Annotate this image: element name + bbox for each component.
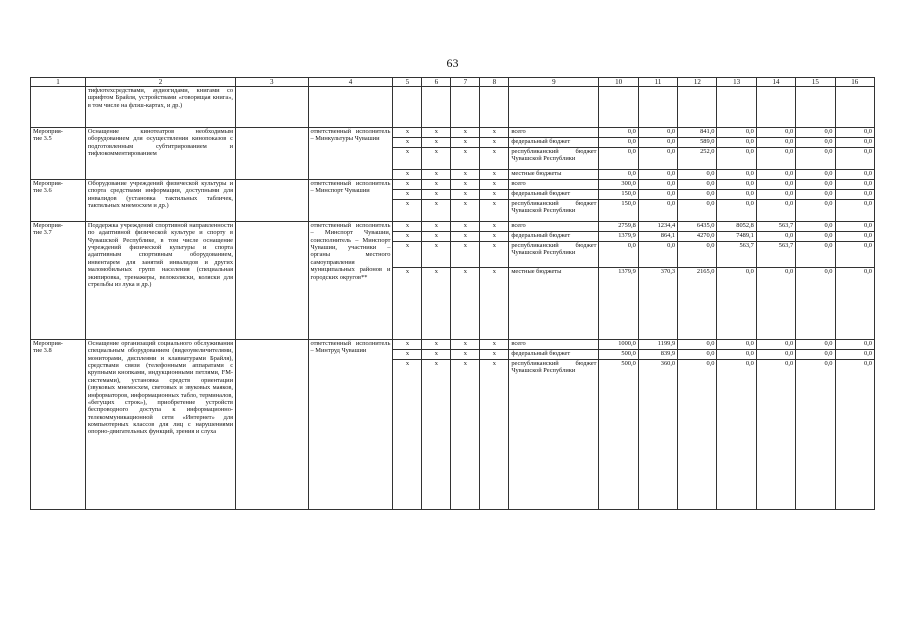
code-cell: x [480,128,509,138]
code-cell: x [393,138,422,148]
measure-executor: ответственный исполнитель – Минкультуры Чувашии [308,128,393,180]
code-cell: x [393,200,422,222]
amount-cell: 6435,0 [678,222,717,232]
amount-cell: 252,0 [678,148,717,170]
funding-source: всего [509,222,599,232]
measure-row-m35 [31,128,875,138]
amount-cell: 0,0 [796,170,835,180]
code-cell: x [393,190,422,200]
code-cell: x [393,268,422,340]
amount-cell: 0,0 [796,350,835,360]
amount-cell: 841,0 [678,128,717,138]
funding-source: федеральный бюджет [509,232,599,242]
amount-cell: 0,0 [756,170,795,180]
code-cell: x [480,180,509,190]
column-number-12: 12 [678,78,717,87]
empty-cell [236,128,308,180]
amount-cell: 0,0 [835,170,874,180]
column-number-3: 3 [236,78,308,87]
column-number-8: 8 [480,78,509,87]
amount-cell: 0,0 [678,200,717,222]
code-cell: x [480,200,509,222]
amount-cell: 150,0 [599,190,638,200]
code-cell: x [480,148,509,170]
code-cell: x [451,268,480,340]
column-number-1: 1 [31,78,86,87]
code-cell: x [393,340,422,350]
amount-cell: 8052,8 [717,222,756,232]
amount-cell: 2759,8 [599,222,638,232]
code-cell: x [393,180,422,190]
code-cell: x [422,138,451,148]
amount-cell: 1199,9 [638,340,677,350]
empty-cell [236,222,308,340]
amount-cell: 0,0 [717,128,756,138]
empty-cell [236,180,308,222]
amount-cell: 0,0 [717,200,756,222]
amount-cell: 0,0 [796,360,835,510]
amount-cell: 589,0 [678,138,717,148]
amount-cell: 0,0 [796,138,835,148]
measure-executor: ответственный исполнитель – Минспорт Чувашии [308,180,393,222]
amount-cell: 0,0 [835,232,874,242]
page-number: 63 [446,56,459,70]
amount-cell: 150,0 [599,200,638,222]
code-cell: x [451,340,480,350]
amount-cell: 0,0 [678,360,717,510]
amount-cell: 0,0 [835,128,874,138]
amount-cell: 370,3 [638,268,677,340]
amount-cell: 0,0 [678,170,717,180]
amount-cell: 0,0 [835,138,874,148]
amount-cell: 0,0 [717,350,756,360]
funding-source: федеральный бюджет [509,350,599,360]
code-cell: x [451,350,480,360]
amount-cell: 0,0 [638,138,677,148]
code-cell: x [480,242,509,268]
amount-cell: 0,0 [835,340,874,350]
code-cell: x [393,170,422,180]
code-cell: x [480,232,509,242]
amount-cell: 0,0 [756,340,795,350]
funding-source: республиканский бюджет Чувашской Республики [509,200,599,222]
amount-cell: 0,0 [835,268,874,340]
funding-source: всего [509,340,599,350]
code-cell: x [480,138,509,148]
amount-cell: 0,0 [599,170,638,180]
amount-cell: 0,0 [835,148,874,170]
amount-cell: 0,0 [756,360,795,510]
amount-cell: 4270,0 [678,232,717,242]
amount-cell: 0,0 [756,232,795,242]
funding-source: местные бюджеты [509,268,599,340]
amount-cell: 0,0 [756,350,795,360]
funding-source: местные бюджеты [509,170,599,180]
amount-cell: 0,0 [717,360,756,510]
continuation-text: тифлотехсредствами, аудиогидами, книгами со шрифтом Брайля, устройствами «говорящая книга», в том числе на флэш-картах, и др.) [85,87,235,128]
amount-cell: 1000,0 [599,340,638,350]
column-number-11: 11 [638,78,677,87]
code-cell: x [480,222,509,232]
amount-cell: 0,0 [599,138,638,148]
amount-cell: 0,0 [756,268,795,340]
code-cell: x [422,222,451,232]
code-cell: x [393,360,422,510]
amount-cell: 1234,4 [638,222,677,232]
column-number-2: 2 [85,78,235,87]
amount-cell: 0,0 [638,128,677,138]
code-cell: x [422,268,451,340]
amount-cell: 563,7 [717,242,756,268]
amount-cell: 0,0 [835,180,874,190]
amount-cell: 0,0 [638,170,677,180]
amount-cell: 1379,9 [599,232,638,242]
amount-cell: 0,0 [599,148,638,170]
code-cell: x [451,190,480,200]
amount-cell: 0,0 [717,138,756,148]
column-number-5: 5 [393,78,422,87]
amount-cell: 2165,0 [678,268,717,340]
column-number-6: 6 [422,78,451,87]
funding-source: всего [509,128,599,138]
code-cell: x [451,170,480,180]
code-cell: x [451,232,480,242]
empty-cell [236,340,308,510]
funding-source: республиканский бюджет Чувашской Республики [509,360,599,510]
code-cell: x [422,190,451,200]
code-cell: x [451,128,480,138]
amount-cell: 0,0 [796,180,835,190]
measure-label: Мероприя- тие 3.5 [31,128,86,180]
code-cell: x [451,148,480,170]
code-cell: x [393,222,422,232]
code-cell: x [422,350,451,360]
amount-cell: 839,9 [638,350,677,360]
amount-cell: 0,0 [835,242,874,268]
amount-cell: 563,7 [756,242,795,268]
measure-description: Оборудование учреждений физической культуры и спорта средствами информации, доступными для инвалидов (установка тактильных табличек, тактильных мнемосхем и др.) [85,180,235,222]
budget-table [30,77,875,510]
code-cell: x [480,190,509,200]
code-cell: x [480,268,509,340]
code-cell: x [451,180,480,190]
amount-cell: 0,0 [796,222,835,232]
measure-row-m37 [31,222,875,232]
code-cell: x [422,128,451,138]
measure-label: Мероприя- тие 3.6 [31,180,86,222]
amount-cell: 0,0 [638,242,677,268]
code-cell: x [422,170,451,180]
amount-cell: 0,0 [796,242,835,268]
code-cell: x [422,340,451,350]
amount-cell: 0,0 [678,190,717,200]
amount-cell: 0,0 [756,180,795,190]
measure-row-m38 [31,340,875,350]
amount-cell: 500,0 [599,350,638,360]
measure-label: Мероприя- тие 3.8 [31,340,86,510]
code-cell: x [422,200,451,222]
amount-cell: 0,0 [678,340,717,350]
amount-cell: 0,0 [835,190,874,200]
amount-cell: 864,1 [638,232,677,242]
amount-cell: 0,0 [678,180,717,190]
funding-source: федеральный бюджет [509,138,599,148]
measure-label: Мероприя- тие 3.7 [31,222,86,340]
column-number-7: 7 [451,78,480,87]
funding-source: республиканский бюджет Чувашской Республики [509,242,599,268]
measure-description: Оснащение кинотеатров необходимым оборудованием для осуществления кинопоказов с подготовленным субтитрированием и тифлокомментированием [85,128,235,180]
measure-description: Оснащение организаций социального обслуживания специальным оборудованием (видеоувеличителями, мониторами, дисплеями и клавиатурами Брайля), средствами связи (телефонными аппаратами с крупными кнопками, индукционными петлями, FM-системами), установка средств ориентации (звуковых мнемосхем, световых и звуковых маяков, информаторов, информационных табло, терминалов, «бегущих строк»), приобретение устройств беспроводного доступа к информационно-телекоммуникационной сети «Интернет» для компьютерных классов для лиц с нарушениями опорно-двигательных функций, зрения и слуха [85,340,235,510]
code-cell: x [451,360,480,510]
code-cell: x [422,180,451,190]
code-cell: x [393,232,422,242]
code-cell: x [393,242,422,268]
amount-cell: 0,0 [835,360,874,510]
amount-cell: 7489,1 [717,232,756,242]
funding-source: всего [509,180,599,190]
measure-row-m36 [31,180,875,190]
amount-cell: 0,0 [796,200,835,222]
amount-cell: 0,0 [756,200,795,222]
column-number-15: 15 [796,78,835,87]
code-cell: x [480,170,509,180]
code-cell: x [480,360,509,510]
continuation-row [31,87,875,128]
column-number-row [31,78,875,87]
amount-cell: 0,0 [835,222,874,232]
measure-executor: ответственный исполнитель – Минтруд Чувашии [308,340,393,510]
amount-cell: 0,0 [717,180,756,190]
column-number-13: 13 [717,78,756,87]
amount-cell: 0,0 [796,148,835,170]
amount-cell: 300,0 [599,180,638,190]
amount-cell: 0,0 [717,268,756,340]
amount-cell: 360,0 [638,360,677,510]
code-cell: x [393,128,422,138]
code-cell: x [422,360,451,510]
code-cell: x [480,350,509,360]
amount-cell: 0,0 [796,268,835,340]
amount-cell: 0,0 [756,138,795,148]
amount-cell: 0,0 [756,148,795,170]
code-cell: x [393,350,422,360]
amount-cell: 1379,9 [599,268,638,340]
column-number-16: 16 [835,78,874,87]
amount-cell: 0,0 [638,190,677,200]
amount-cell: 0,0 [717,170,756,180]
column-number-9: 9 [509,78,599,87]
amount-cell: 0,0 [638,148,677,170]
amount-cell: 0,0 [756,190,795,200]
column-number-10: 10 [599,78,638,87]
amount-cell: 0,0 [599,242,638,268]
column-number-14: 14 [756,78,795,87]
amount-cell: 0,0 [638,180,677,190]
measure-executor: ответственный исполнитель – Минспорт Чувашии, соисполнитель – Минспорт Чувашии, участники – органы местного самоуправления муниципальных районов и городских округов** [308,222,393,340]
amount-cell: 0,0 [756,128,795,138]
amount-cell: 0,0 [717,190,756,200]
code-cell: x [480,340,509,350]
measure-description: Поддержка учреждений спортивной направленности по адаптивной физической культуре и спорту в Чувашской Республике, в том числе оснащение учреждений физической культуры и спорта адаптивным спортивным оборудованием, инвентарем для занятий инвалидов и других маломобильных групп населения (специальная экипировка, тренажеры, велоколяски, коляски для стрельбы из лука и др.) [85,222,235,340]
code-cell: x [422,232,451,242]
amount-cell: 0,0 [638,200,677,222]
amount-cell: 0,0 [796,232,835,242]
code-cell: x [422,148,451,170]
amount-cell: 0,0 [678,242,717,268]
column-number-4: 4 [308,78,393,87]
amount-cell: 0,0 [717,148,756,170]
code-cell: x [393,148,422,170]
amount-cell: 0,0 [835,350,874,360]
code-cell: x [451,200,480,222]
code-cell: x [451,138,480,148]
amount-cell: 0,0 [717,340,756,350]
amount-cell: 0,0 [678,350,717,360]
amount-cell: 0,0 [796,128,835,138]
amount-cell: 563,7 [756,222,795,232]
code-cell: x [422,242,451,268]
code-cell: x [451,242,480,268]
code-cell: x [451,222,480,232]
amount-cell: 0,0 [835,200,874,222]
amount-cell: 0,0 [599,128,638,138]
amount-cell: 500,0 [599,360,638,510]
amount-cell: 0,0 [796,190,835,200]
amount-cell: 0,0 [796,340,835,350]
funding-source: федеральный бюджет [509,190,599,200]
funding-source: республиканский бюджет Чувашской Республики [509,148,599,170]
